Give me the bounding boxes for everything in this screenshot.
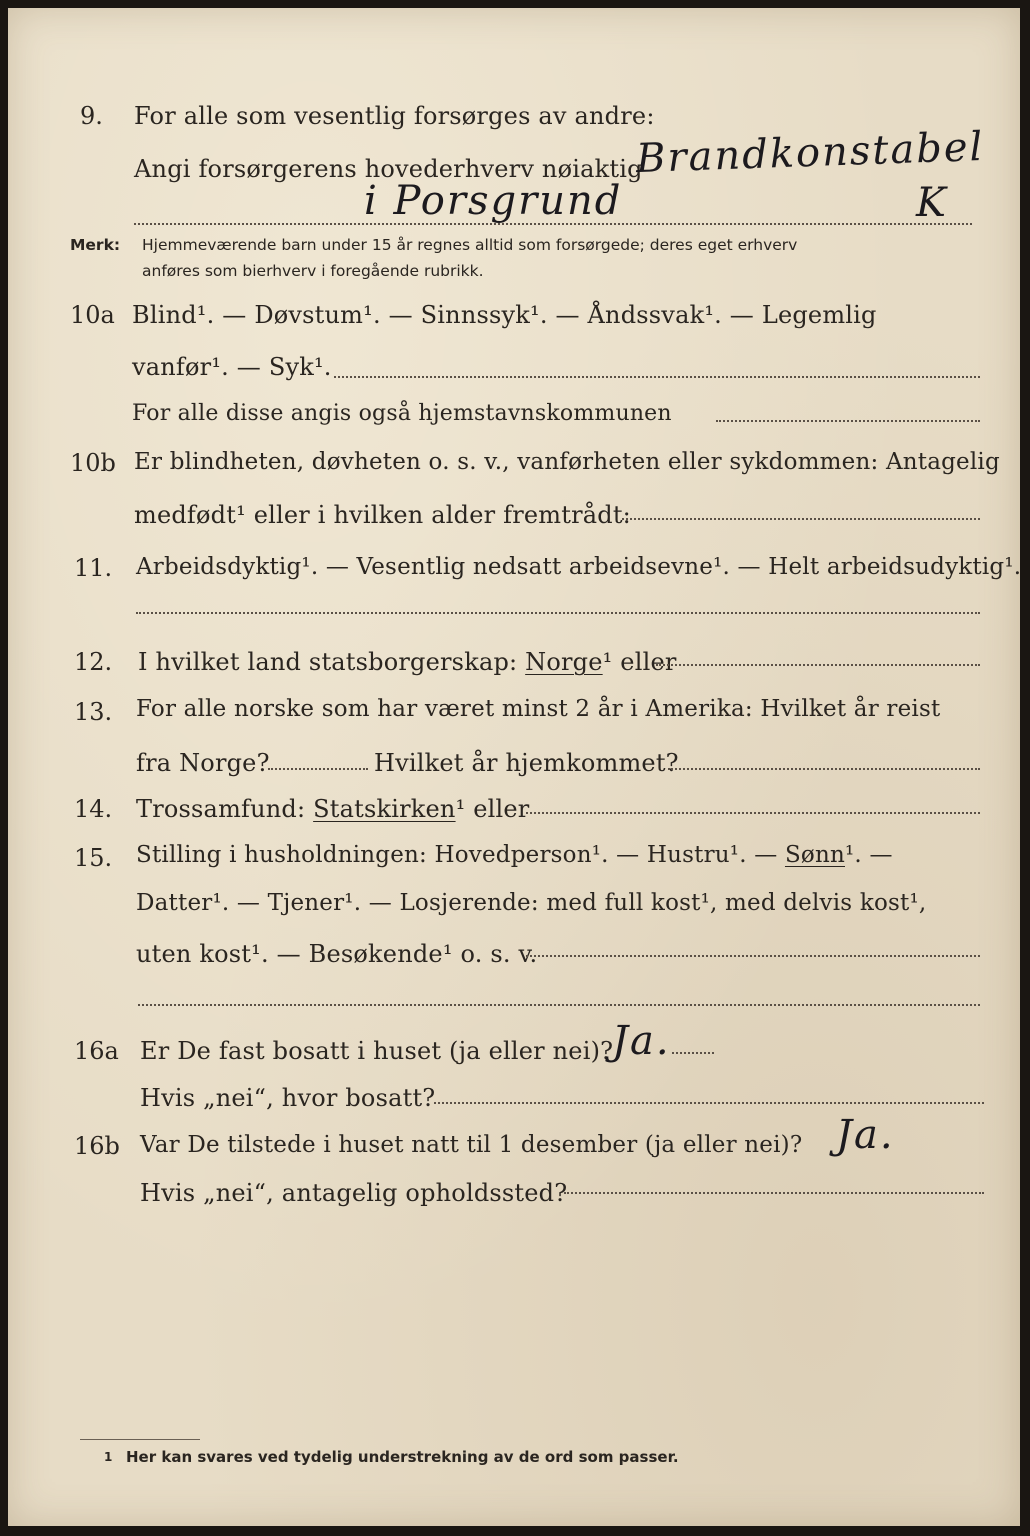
q12-prefix: I hvilket land statsborgerskap:: [138, 648, 518, 676]
q14-answer-line: [526, 812, 980, 814]
merk-text-line2: anføres som bierhverv i foregående rubrikk.: [142, 262, 484, 280]
q10b-text-line2: medfødt¹ eller i hvilken alder fremtrådt:: [134, 501, 631, 529]
q16b-location-line: [564, 1192, 984, 1194]
q14-number: 14.: [74, 795, 113, 823]
merk-text-line1: Hjemmeværende barn under 15 år regnes alltid som forsørgede; deres eget erhverv: [142, 236, 798, 254]
q9-handwritten-mark: K: [916, 180, 948, 226]
q13-text-line2a: fra Norge?: [136, 749, 270, 777]
q16a-number: 16a: [74, 1037, 119, 1065]
q16a-residence-line: [434, 1102, 984, 1104]
q15-answer-line: [526, 955, 980, 957]
q15-extra-line: [138, 1004, 980, 1006]
q15-line1-prefix: Stilling i husholdningen: Hovedperson¹. — Hustru¹. —: [136, 842, 778, 868]
merk-label: Merk:: [70, 236, 121, 254]
q15-text-line3: uten kost¹. — Besøkende¹ o. s. v.: [136, 940, 538, 968]
q10a-number: 10a: [70, 301, 115, 329]
q13-return-year-line: [668, 768, 980, 770]
q16b-number: 16b: [74, 1132, 120, 1160]
q16b-text-line1: Var De tilstede i huset natt til 1 desember (ja eller nei)?: [140, 1132, 803, 1158]
q13-number: 13.: [74, 698, 113, 726]
q12-answer-line: [656, 664, 980, 666]
q15-line1-suffix: ¹. —: [845, 842, 893, 868]
q12-suffix: ¹ eller: [602, 648, 677, 676]
q12-text: [138, 648, 677, 676]
q10b-number: 10b: [70, 449, 116, 477]
q13-departure-year-line: [268, 768, 368, 770]
q10b-answer-line: [622, 518, 980, 520]
footnote-mark: 1: [104, 1450, 113, 1464]
q15-answer-underlined: Sønn: [784, 842, 845, 868]
q16b-handwritten-answer: Ja.: [836, 1112, 895, 1158]
q16b-text-line2: Hvis „nei“, antagelig opholdssted?: [140, 1179, 568, 1207]
q9-handwritten-answer-line2: i Porsgrund: [364, 178, 623, 224]
q10a-text-line3: For alle disse angis også hjemstavnskommunen: [132, 401, 672, 426]
q14-text: [136, 795, 529, 823]
q10a-answer-line: [334, 376, 980, 378]
q14-answer-underlined: Statskirken: [313, 795, 456, 823]
q16a-handwritten-answer: Ja.: [612, 1018, 671, 1064]
q16a-answer-line: [672, 1052, 714, 1054]
q15-text-line2: Datter¹. — Tjener¹. — Losjerende: med full kost¹, med delvis kost¹,: [136, 890, 927, 916]
q15-text-line1: [136, 842, 893, 868]
q11-answer-line: [136, 612, 980, 614]
q13-text-line1: For alle norske som har været minst 2 år i Amerika: Hvilket år reist: [136, 696, 941, 722]
q10a-text-line2: vanfør¹. — Syk¹.: [132, 353, 332, 381]
q11-number: 11.: [74, 554, 113, 582]
footnote-text: Her kan svares ved tydelig understrekning av de ord som passer.: [126, 1448, 679, 1466]
q10a-hometown-line: [716, 420, 980, 422]
footnote-divider: [80, 1439, 200, 1440]
q15-number: 15.: [74, 844, 113, 872]
q9-text-line1: For alle som vesentlig forsørges av andre:: [134, 102, 655, 130]
q16a-text-line1: Er De fast bosatt i huset (ja eller nei)?: [140, 1037, 614, 1065]
q11-text: Arbeidsdyktig¹. — Vesentlig nedsatt arbeidsevne¹. — Helt arbeidsudyktig¹.: [136, 554, 1022, 580]
q10b-text-line1: Er blindheten, døvheten o. s. v., vanførheten eller sykdommen: Antagelig: [134, 449, 1000, 475]
q9-handwritten-answer-line1: Brandkonstabel: [635, 123, 986, 183]
q10a-text-line1: Blind¹. — Døvstum¹. — Sinnssyk¹. — Åndssvak¹. — Legemlig: [132, 301, 877, 329]
q13-text-line2b: Hvilket år hjemkommet?: [374, 749, 679, 777]
q9-text-line2: Angi forsørgerens hovederhverv nøiaktig: [134, 155, 643, 183]
census-form-page: [8, 8, 1020, 1526]
q14-prefix: Trossamfund:: [136, 795, 306, 823]
q12-answer-underlined: Norge: [525, 648, 603, 676]
q14-suffix: ¹ eller: [455, 795, 530, 823]
q16a-text-line2: Hvis „nei“, hvor bosatt?: [140, 1084, 436, 1112]
q9-number: 9.: [80, 102, 103, 130]
q12-number: 12.: [74, 648, 113, 676]
